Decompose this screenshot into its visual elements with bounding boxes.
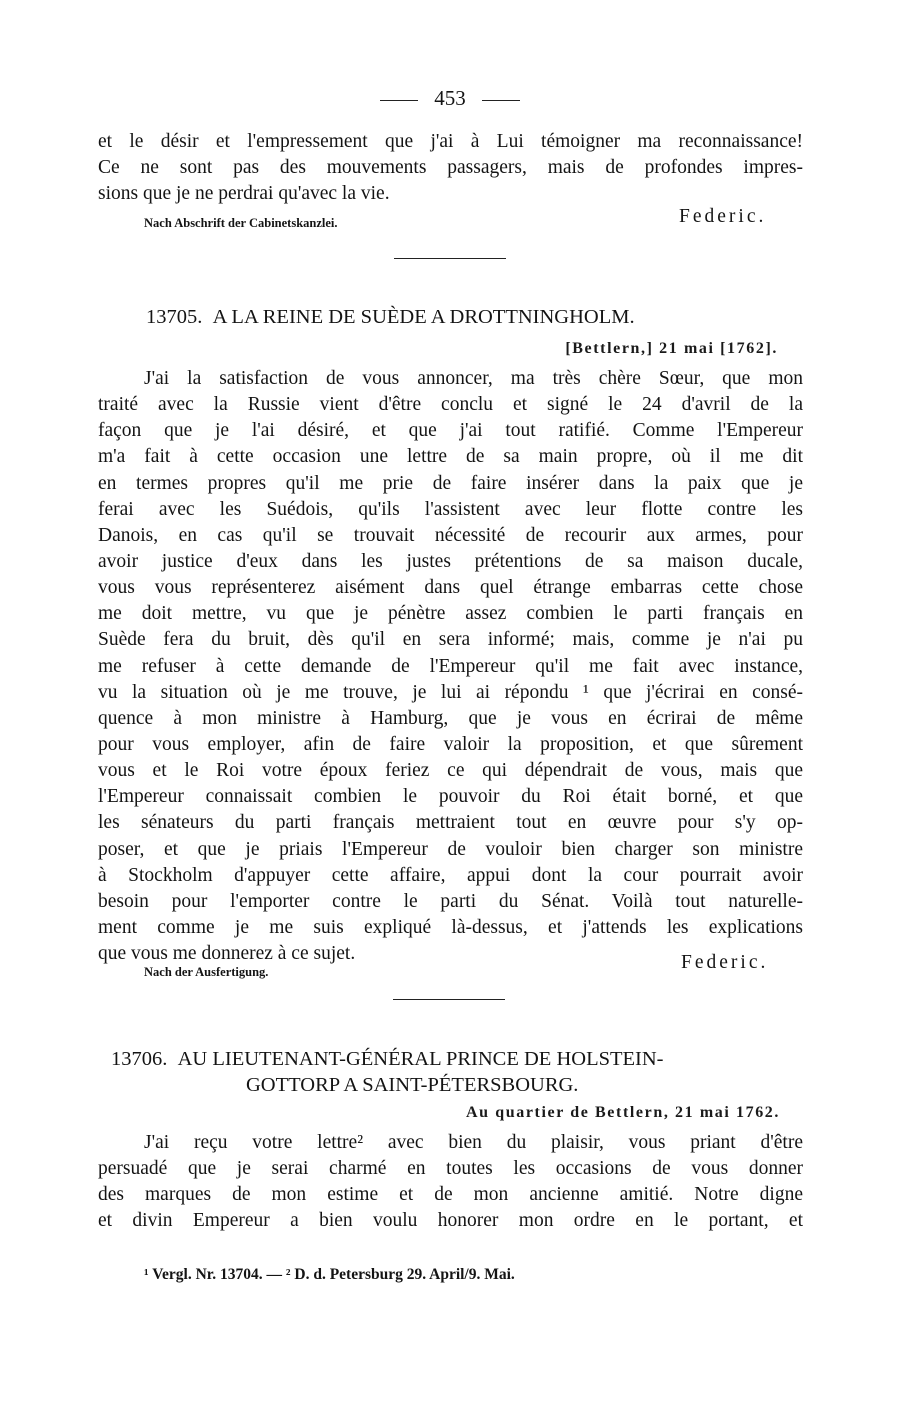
text-line: poser, et que je priais l'Empereur de vouloir bien charger son ministre [98, 838, 803, 860]
text-line: Suède fera du bruit, dès qu'il en sera informé; mais, comme je n'ai pu [98, 629, 803, 651]
text-line: l'Empereur connaissait combien le pouvoir du Roi était borné, et que [98, 786, 803, 808]
text-line: m'a fait à cette occasion une lettre de sa main propre, où il me dit [98, 446, 803, 468]
letter-title-line1: AU LIEUTENANT-GÉNÉRAL PRINCE DE HOLSTEIN- [177, 1048, 664, 1070]
text-line: ferai avec les Suédois, qu'ils l'assistent avec leur flotte contre les [98, 498, 803, 520]
letter-dateline: [Bettlern,] 21 mai [1762]. [565, 340, 778, 357]
text-line: besoin pour l'emporter contre le parti du Sénat. Voilà tout naturelle- [98, 890, 803, 912]
page-header [0, 86, 900, 111]
text-line: que vous me donnerez à ce sujet. [98, 943, 356, 965]
section-rule [393, 999, 505, 1000]
text-line: quence à mon ministre à Hamburg, que je vous en écrirai de même [98, 707, 803, 729]
text-line: vous vous représenterez aisément dans quel étrange embarras cette chose [98, 577, 803, 599]
text-line: persuadé que je serai charmé en toutes les occasions de vous donner [98, 1158, 803, 1180]
text-line: ment comme je me suis expliqué là-dessus, et j'attends les explications [98, 916, 803, 938]
text-line: à Stockholm d'appuyer cette affaire, appui dont la cour pourrait avoir [98, 864, 803, 886]
text-line: Danois, en cas qu'il se trouvait nécessité de recourir aux armes, pour [98, 524, 803, 546]
source-note: Nach Abschrift der Cabinetskanzlei. [144, 216, 338, 230]
text-line: me refuser à cette demande de l'Empereur qu'il me fait avec instance, [98, 655, 803, 677]
text-line: J'ai reçu votre lettre² avec bien du plaisir, vous priant d'être [144, 1132, 803, 1153]
text-line: vous et le Roi votre époux feriez ce qui dépendrait de vous, mais que [98, 760, 803, 782]
text-line: Ce ne sont pas des mouvements passagers, mais de profondes impres- [98, 157, 803, 179]
signature: Federic. [679, 206, 767, 227]
page-number: 453 [434, 86, 466, 110]
section-rule [394, 258, 506, 259]
text-line: en termes propres qu'il me prie de faire insérer dans la paix que je [98, 472, 803, 494]
letter-heading-13706 [111, 1048, 664, 1071]
text-line: J'ai la satisfaction de vous annoncer, ma très chère Sœur, que mon [144, 368, 803, 389]
text-line: pour vous employer, afin de faire valoir la proposition, et que sûrement [98, 733, 803, 755]
letter-number: 13705. [146, 306, 203, 328]
text-line: et divin Empereur a bien voulu honorer mon ordre en le portant, et [98, 1210, 803, 1232]
text-line: traité avec la Russie vient d'être conclu et signé le 24 d'avril de la [98, 394, 803, 416]
letter-dateline: Au quartier de Bettlern, 21 mai 1762. [466, 1104, 780, 1121]
text-line: des marques de mon estime et de mon ancienne amitié. Notre digne [98, 1184, 803, 1206]
letter-title: A LA REINE DE SUÈDE A DROTTNINGHOLM. [212, 306, 635, 328]
letter-title-line2: GOTTORP A SAINT-PÉTERSBOURG. [246, 1074, 579, 1096]
text-line: et le désir et l'empressement que j'ai à Lui témoigner ma reconnaissance! [98, 131, 803, 152]
text-line: avoir justice d'eux dans les justes prétentions de sa maison ducale, [98, 550, 803, 572]
signature: Federic. [681, 952, 769, 973]
text-line: façon que je l'ai désiré, et que j'ai tout ratifié. Comme l'Empereur [98, 420, 803, 442]
footnotes: ¹ Vergl. Nr. 13704. — ² D. d. Petersburg 29. April/9. Mai. [144, 1266, 515, 1283]
header-dash-right [482, 100, 520, 101]
text-line: les sénateurs du parti français mettraient tout en œuvre pour s'y op- [98, 812, 803, 834]
header-dash-left [380, 100, 418, 101]
text-line: vu la situation où je me trouve, je lui ai répondu ¹ que j'écrirai en consé- [98, 681, 803, 703]
text-line: me doit mettre, vu que je pénètre assez combien le parti français en [98, 603, 803, 625]
letter-body-13706 [98, 1130, 803, 1235]
text-line: sions que je ne perdrai qu'avec la vie. [98, 183, 390, 205]
continuation-text [98, 129, 803, 207]
letter-body-13705 [98, 366, 803, 967]
source-note: Nach der Ausfertigung. [144, 965, 269, 979]
letter-heading-13705 [146, 306, 635, 329]
letter-number: 13706. [111, 1048, 168, 1070]
